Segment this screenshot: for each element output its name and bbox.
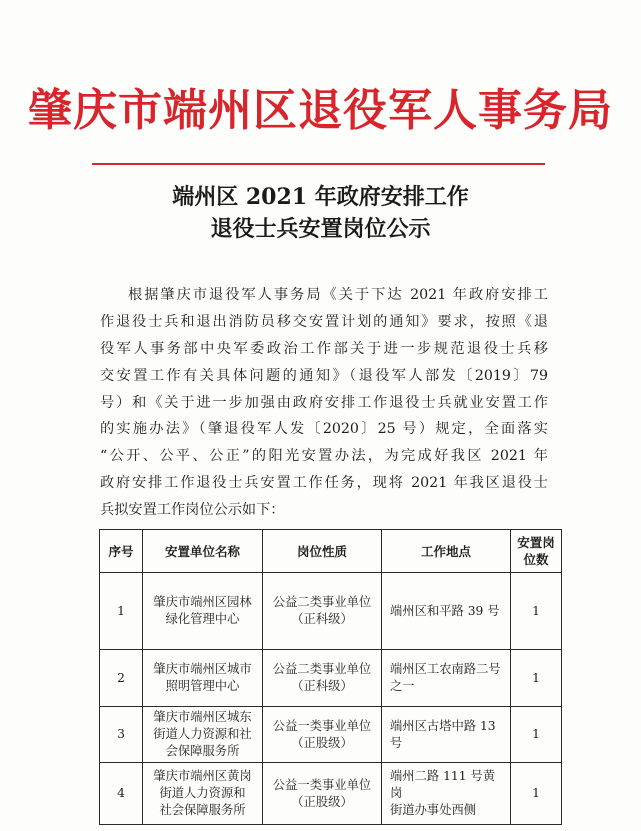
cell-no: 4 — [100, 763, 143, 825]
cell-nature-line: 公益一类事业单位 — [272, 718, 372, 733]
cell-location-line: 端州二路 111 号黄岗 — [390, 769, 496, 800]
body-line: 的实施办法》（肇退役军人发〔2020〕25 号）规定，全面落实 — [100, 421, 548, 438]
cell-location-line: 端州区和平路 39 号 — [390, 603, 500, 618]
cell-unit-line: 街道人力资源和社 — [153, 727, 252, 741]
header-unit: 安置单位名称 — [143, 530, 263, 573]
cell-unit — [143, 650, 263, 707]
cell-nature — [263, 763, 382, 825]
cell-unit — [143, 573, 263, 650]
cell-count: 1 — [511, 573, 562, 650]
body-line: 根据肇庆市退役军人事务局《关于下达 2021 年政府安排工 — [128, 287, 548, 303]
cell-unit-line: 会保障服务所 — [165, 744, 240, 758]
header-location: 工作地点 — [382, 530, 511, 573]
body-line: 作退役士兵和退出消防员移交安置计划的通知》要求，按照《退 — [100, 313, 548, 330]
cell-unit-line: 肇庆市端州区城市 — [153, 662, 252, 676]
header-count-line-1: 安置岗 — [517, 535, 555, 550]
table-row — [100, 650, 562, 707]
body-line: 兵拟安置工作岗位公示如下： — [100, 502, 285, 519]
cell-unit — [143, 763, 263, 825]
header-nature: 岗位性质 — [263, 530, 382, 573]
cell-unit — [143, 707, 263, 763]
cell-nature — [263, 650, 382, 707]
header-count-line-2: 位数 — [523, 552, 549, 567]
issuing-org-header: 肇庆市端州区退役军人事务局 — [28, 85, 613, 136]
cell-location — [382, 650, 511, 707]
notice-title-line-2: 退役士兵安置岗位公示 — [210, 216, 431, 242]
body-line: 交安置工作有关具体问题的通知》（退役军人部发〔2019〕79 — [100, 367, 548, 384]
cell-count: 1 — [511, 650, 562, 707]
cell-count: 1 — [511, 707, 562, 763]
cell-nature — [263, 707, 382, 763]
header-count — [511, 530, 562, 573]
cell-nature — [263, 573, 382, 650]
cell-nature-line: 公益一类事业单位 — [272, 777, 372, 792]
cell-location — [382, 707, 511, 763]
cell-nature-line: （正股级） — [291, 794, 353, 809]
cell-nature-line: （正股级） — [291, 735, 353, 750]
placement-posts-table — [99, 529, 562, 825]
cell-nature-line: 公益二类事业单位 — [272, 662, 372, 676]
cell-nature-line: 公益二类事业单位 — [272, 595, 372, 609]
cell-location-line: 之一 — [390, 679, 415, 693]
cell-no: 3 — [100, 707, 143, 763]
table-row — [100, 573, 562, 650]
cell-unit-line: 肇庆市端州区城东 — [153, 710, 252, 724]
table-header-row — [100, 530, 562, 573]
cell-unit-line: 社会保障服务所 — [159, 803, 246, 817]
cell-location-line: 端州区古塔中路 13 号 — [390, 718, 496, 750]
cell-no: 1 — [100, 573, 143, 650]
cell-no: 2 — [100, 650, 143, 707]
cell-unit-line: 绿化管理中心 — [165, 612, 240, 626]
cell-location — [382, 573, 511, 650]
cell-location — [382, 763, 511, 825]
cell-nature-line: （正科级） — [291, 612, 353, 626]
cell-count: 1 — [511, 763, 562, 825]
notice-title-line-1: 端州区 2021 年政府安排工作 — [172, 184, 469, 210]
body-line: “公开、公平、公正”的阳光安置办法，为完成好我区 2021 年 — [100, 448, 548, 465]
cell-unit-line: 肇庆市端州区园林 — [153, 595, 252, 609]
cell-location-line: 街道办事处西侧 — [390, 803, 477, 817]
cell-location-line: 端州区工农南路二号 — [390, 662, 501, 676]
red-header-rule — [92, 163, 545, 165]
cell-unit-line: 照明管理中心 — [165, 679, 240, 693]
table-row — [100, 707, 562, 763]
notice-body — [100, 282, 548, 524]
table-row — [100, 763, 562, 825]
header-no: 序号 — [100, 530, 143, 573]
cell-nature-line: （正科级） — [291, 679, 353, 693]
body-line: 役军人事务部中央军委政治工作部关于进一步规范退役士兵移 — [100, 340, 548, 357]
body-line: 号）和《关于进一步加强由政府安排工作退役士兵就业安置工作 — [100, 394, 548, 411]
cell-unit-line: 肇庆市端州区黄岗 — [153, 769, 252, 783]
body-line: 政府安排工作退役士兵安置工作任务，现将 2021 年我区退役士 — [100, 475, 548, 492]
cell-unit-line: 街道人力资源和 — [159, 786, 246, 800]
